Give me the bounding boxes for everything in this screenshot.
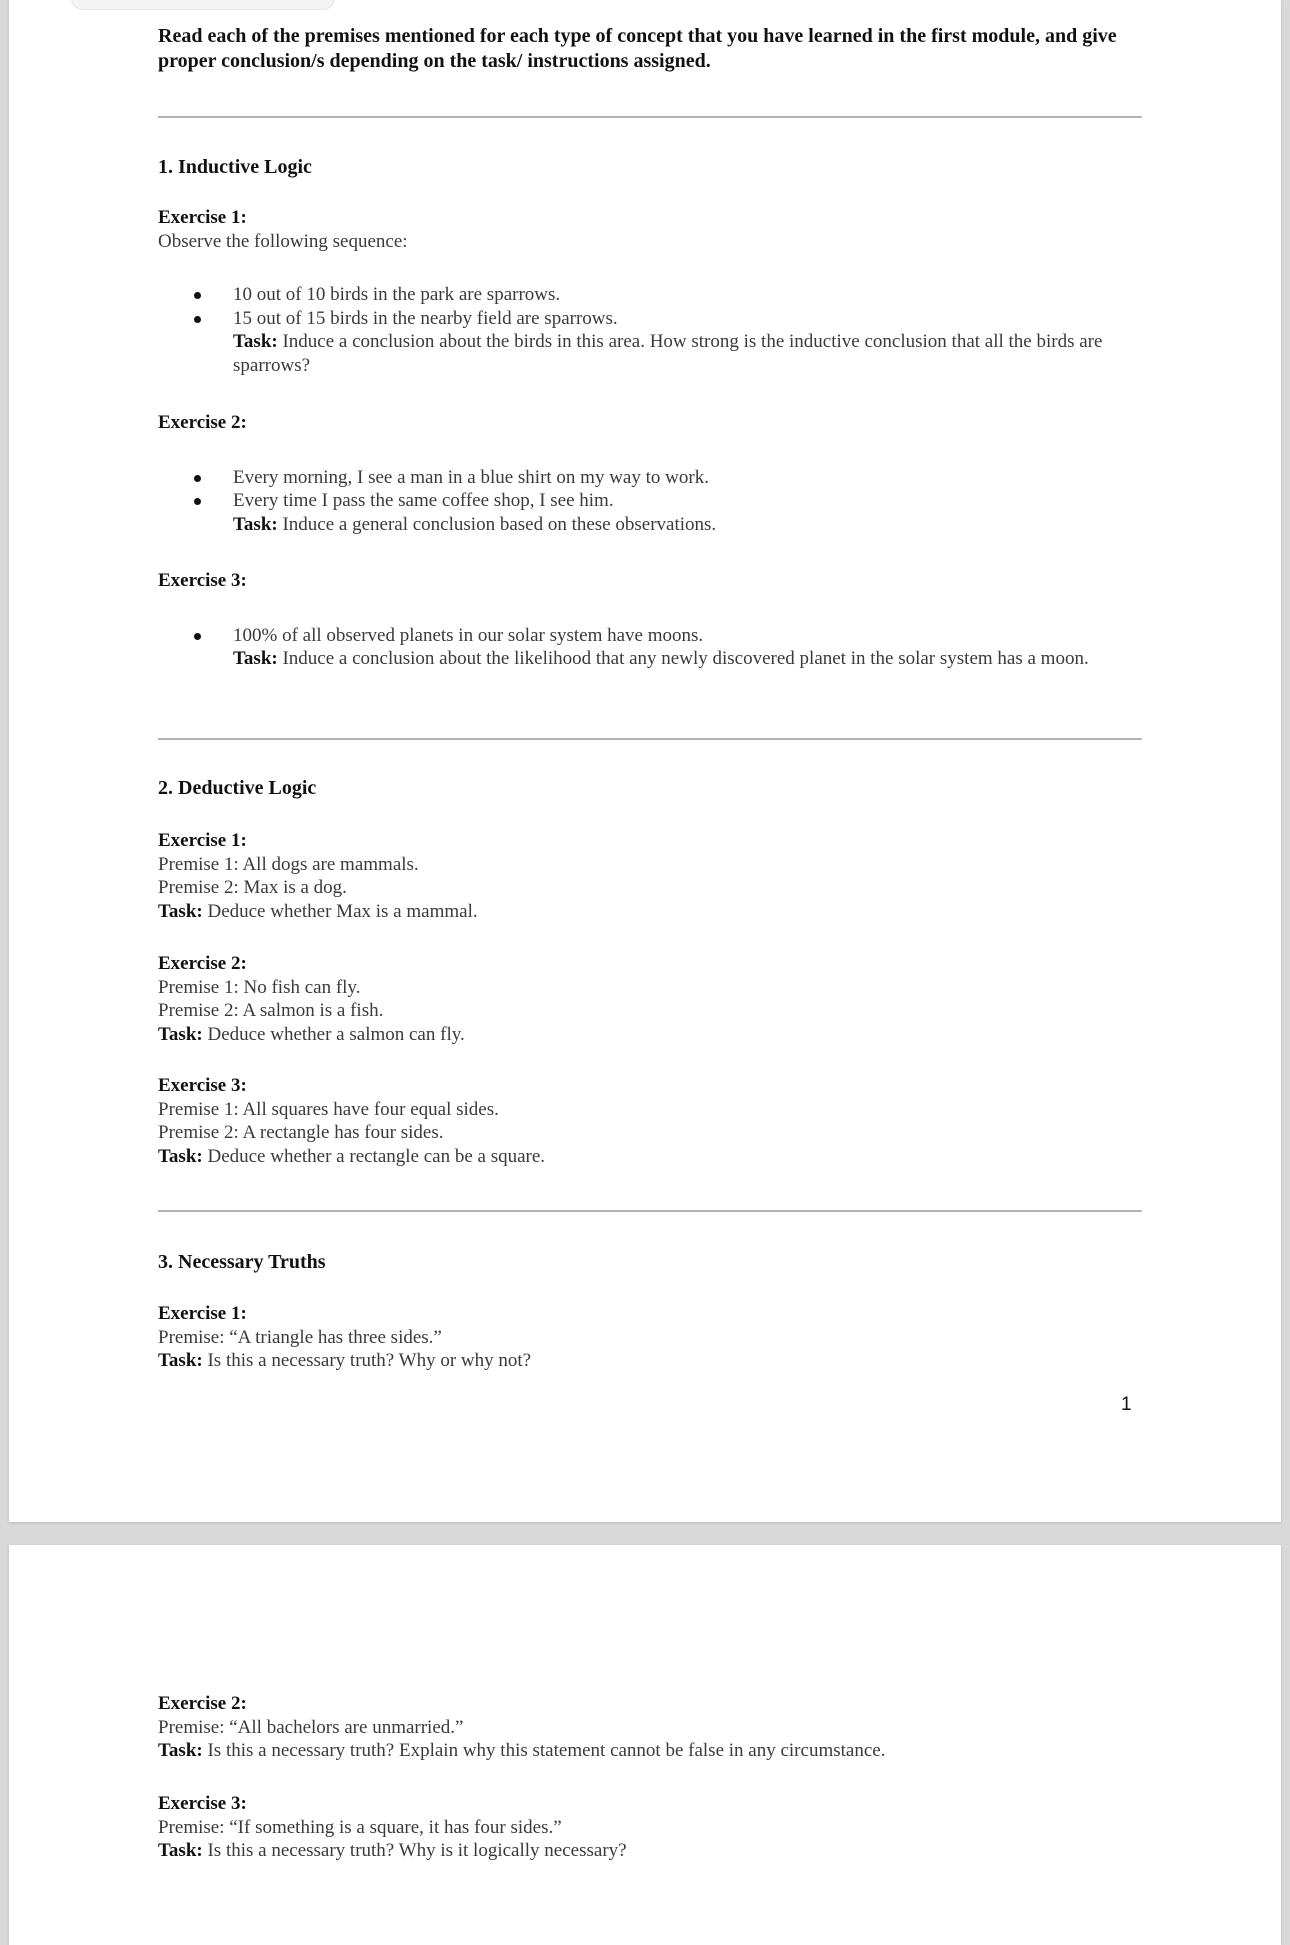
deductive-exercise-1 [158,829,1142,923]
task-body: Is this a necessary truth? Why is it logically necessary? [207,1840,627,1861]
task-text [158,1145,1142,1169]
premise-1: Premise 1: All squares have four equal sides. [158,1098,499,1120]
deductive-exercise-3 [158,1074,1142,1168]
exercise-label: Exercise 3: [158,1075,247,1096]
task-body: Deduce whether a rectangle can be a square. [207,1145,546,1167]
list-item: Every time I pass the same coffee shop, I see him. [158,489,1142,513]
exercise-label: Exercise 2: [158,412,247,433]
necessary-exercise-3 [158,1792,1142,1863]
premise-2: Premise 2: Max is a dog. [158,877,347,898]
premise-2: Premise 2: A salmon is a fish. [158,1000,384,1021]
section-title-necessary: 3. Necessary Truths [158,1251,326,1273]
exercise-label: Exercise 2: [158,953,247,974]
premise: Premise: “If something is a square, it has four sides.” [158,1816,562,1838]
task-body: Induce a conclusion about the birds in this area. How strong is the inductive conclusion that all the birds are sparrows? [233,331,1103,376]
task-body: Induce a general conclusion based on these observations. [282,513,717,535]
section-title-deductive: 2. Deductive Logic [158,777,317,799]
task-label: Task: [233,331,278,352]
exercise-label: Exercise 1: [158,830,247,851]
task-text [158,1839,1142,1863]
task-text [158,1349,1142,1373]
necessary-exercise-1 [158,1302,1142,1373]
list-item: Every morning, I see a man in a blue shirt on my way to work. [158,466,1142,490]
bullet-list [158,283,1142,330]
premise-1: Premise 1: All dogs are mammals. [158,853,419,875]
deductive-exercise-2 [158,952,1142,1046]
section-divider [158,116,1142,118]
inductive-exercise-2 [158,411,1142,536]
document-page-1 [9,0,1281,1522]
task-body: Is this a necessary truth? Explain why this statement cannot be false in any circumstance. [207,1740,886,1761]
task-label: Task: [158,1740,203,1761]
inductive-exercise-3 [158,569,1142,671]
necessary-exercise-2 [158,1692,1142,1763]
list-item: 100% of all observed planets in our solar system have moons. [158,624,1142,648]
premise-1: Premise 1: No fish can fly. [158,976,361,998]
task-label: Task: [158,900,203,922]
task-label: Task: [158,1023,203,1045]
task-body: Deduce whether a salmon can fly. [207,1023,465,1045]
exercise-label: Exercise 2: [158,1693,247,1714]
exercise-label: Exercise 3: [158,570,247,591]
task-text [158,513,1142,537]
task-body: Induce a conclusion about the likelihood that any newly discovered planet in the solar system has a moon. [282,648,1089,669]
task-label: Task: [158,1840,203,1861]
task-body: Is this a necessary truth? Why or why not? [207,1350,532,1371]
task-text [158,1023,1142,1047]
task-label: Task: [158,1350,203,1371]
bullet-list [158,624,1142,648]
task-text [158,1739,1142,1763]
document-page-2 [9,1545,1281,1945]
exercise-label: Exercise 1: [158,207,247,228]
section-divider [158,1210,1142,1212]
page-number: 1 [1121,1394,1132,1415]
task-text [158,330,1142,377]
premise: Premise: “A triangle has three sides.” [158,1326,442,1348]
list-item: 15 out of 15 birds in the nearby field are sparrows. [158,307,1142,331]
section-divider [158,738,1142,740]
section-title-inductive: 1. Inductive Logic [158,156,312,178]
exercise-lead: Observe the following sequence: [158,230,408,252]
task-text [158,900,1142,924]
list-item: 10 out of 10 birds in the park are sparrows. [158,283,1142,307]
task-label: Task: [233,513,278,535]
task-label: Task: [233,648,278,669]
task-label: Task: [158,1145,203,1167]
instructions-paragraph: Read each of the premises mentioned for each type of concept that you have learned in the first module, and give proper conclusion/s depending on the task/ instructions assigned. [158,25,1117,72]
toolbar-tab [71,0,335,10]
exercise-label: Exercise 3: [158,1793,247,1814]
exercise-label: Exercise 1: [158,1303,247,1324]
premise: Premise: “All bachelors are unmarried.” [158,1716,464,1738]
task-text [158,647,1142,671]
task-body: Deduce whether Max is a mammal. [207,900,478,922]
premise-2: Premise 2: A rectangle has four sides. [158,1122,444,1143]
bullet-list [158,466,1142,513]
inductive-exercise-1 [158,206,1142,377]
